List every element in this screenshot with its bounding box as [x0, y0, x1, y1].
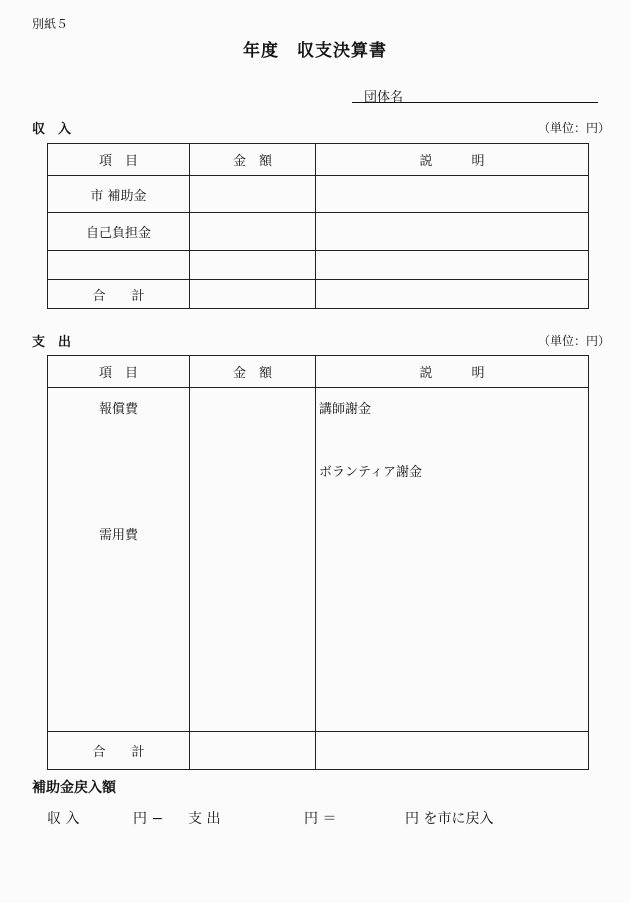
expense-unit: （単位：円）: [537, 334, 610, 348]
expense-description-volunteer-fee: ボランティア謝金: [319, 465, 422, 480]
income-total-description[interactable]: [316, 280, 589, 309]
refund-yen-minus: 円 −: [133, 811, 164, 827]
organization-name-field[interactable]: [352, 86, 598, 103]
expense-item-supplies: 需用費: [98, 528, 138, 543]
income-item-cell[interactable]: [48, 251, 190, 280]
income-amount-cell[interactable]: [190, 251, 316, 280]
table-row: [48, 176, 589, 213]
expense-total-description[interactable]: [316, 732, 589, 770]
expense-description-cell[interactable]: [316, 388, 589, 732]
income-item-cell: 市 補助金: [48, 176, 190, 213]
attachment-label: 別紙５: [32, 17, 69, 31]
refund-yen-equals: 円 ＝: [304, 811, 337, 827]
expense-items-cell[interactable]: [48, 388, 190, 732]
page-title: 年度 収支決算書: [243, 41, 387, 61]
expense-header-description: 説 明: [316, 356, 589, 388]
expense-header-amount: 金 額: [190, 356, 316, 388]
table-row: [48, 251, 589, 280]
income-amount-cell[interactable]: [190, 176, 316, 213]
expense-table: [47, 355, 589, 770]
expense-description-lecturer-fee: 講師謝金: [319, 402, 372, 417]
income-unit: （単位：円）: [537, 121, 610, 135]
income-description-cell[interactable]: [316, 251, 589, 280]
refund-income-label: 収 入: [47, 811, 80, 827]
income-description-cell[interactable]: [316, 176, 589, 213]
income-description-cell[interactable]: [316, 213, 589, 251]
income-item-cell: 自己負担金: [48, 213, 190, 251]
income-header-item: 項 目: [48, 144, 190, 176]
refund-yen-return: 円 を市に戻入: [405, 811, 494, 827]
expense-header-item: 項 目: [48, 356, 190, 388]
income-header-row: [48, 144, 589, 176]
income-header-amount: 金 額: [190, 144, 316, 176]
expense-total-amount[interactable]: [190, 732, 316, 770]
income-header-description: 説 明: [316, 144, 589, 176]
organization-name-label: 団体名: [364, 90, 404, 105]
refund-title: 補助金戻入額: [32, 780, 116, 796]
expense-header-row: [48, 356, 589, 388]
expense-total-label: 合 計: [48, 732, 190, 770]
expense-total-row: [48, 732, 589, 770]
refund-expense-label: 支 出: [188, 811, 221, 827]
expense-body-row: [48, 388, 589, 732]
table-row: [48, 213, 589, 251]
income-amount-cell[interactable]: [190, 213, 316, 251]
income-total-row: [48, 280, 589, 309]
expense-item-compensation: 報償費: [98, 402, 138, 417]
expense-heading: 支 出: [32, 335, 72, 350]
income-total-label: 合 計: [48, 280, 190, 309]
income-total-amount[interactable]: [190, 280, 316, 309]
income-heading: 収 入: [32, 122, 72, 137]
income-table: [47, 143, 589, 309]
expense-amount-cell[interactable]: [190, 388, 316, 732]
